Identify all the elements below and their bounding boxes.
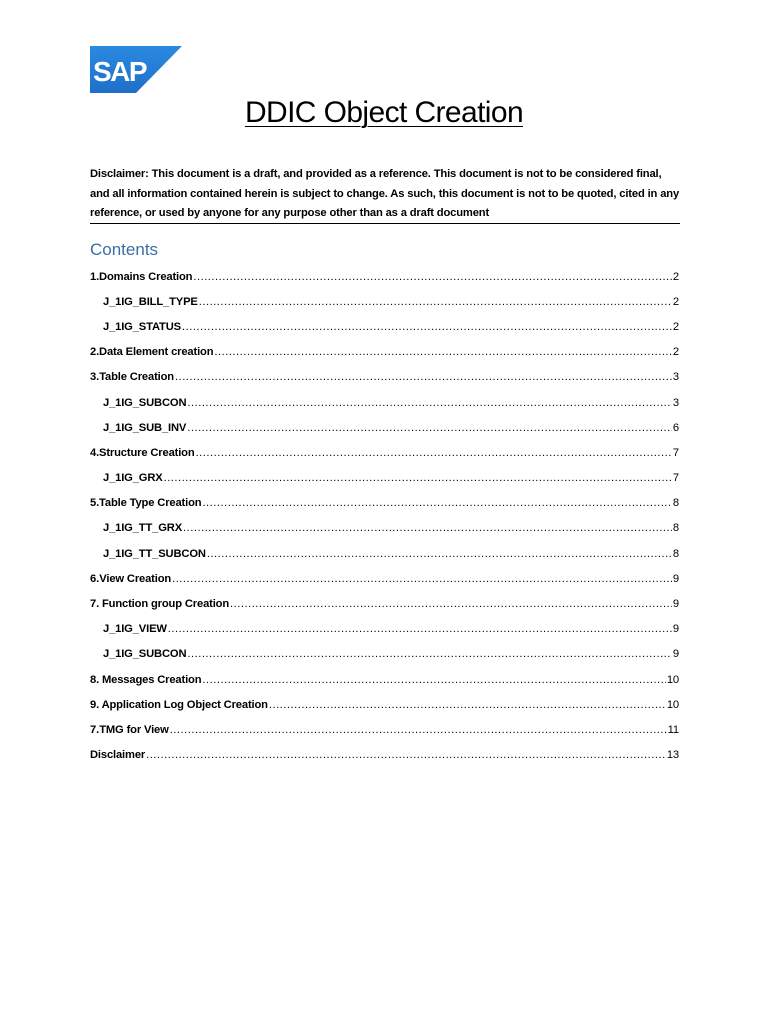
toc-entry[interactable] [90, 566, 679, 591]
toc-dot-leader [214, 346, 672, 358]
toc-entry-page: 2 [672, 270, 679, 283]
toc-entry-title: J_1IG_VIEW [103, 623, 167, 636]
toc-entry-number: 4. [90, 446, 100, 459]
toc-dot-leader [199, 296, 672, 308]
toc-entry-page: 9 [672, 598, 679, 611]
toc-entry-number: 5. [90, 497, 100, 510]
toc-dot-leader [175, 371, 672, 383]
toc-dot-leader [193, 271, 672, 283]
toc-entry[interactable] [90, 617, 679, 642]
toc-entry-page: 9 [672, 623, 679, 636]
toc-entry[interactable] [90, 415, 679, 440]
divider [90, 223, 680, 224]
toc-entry-page: 8 [672, 497, 679, 510]
toc-entry-title: 8. Messages Creation [90, 673, 202, 686]
toc-dot-leader [187, 397, 672, 409]
toc-entry-title: J_1IG_TT_GRX [103, 522, 183, 535]
toc-dot-leader [187, 422, 672, 434]
toc-entry-number: 3. [90, 371, 100, 384]
toc-entry[interactable] [90, 314, 679, 339]
toc-entry-page: 8 [672, 547, 679, 560]
contents-heading: Contents [90, 240, 159, 259]
toc-entry[interactable] [90, 743, 679, 768]
toc-entry[interactable] [90, 591, 679, 616]
toc-entry-page: 3 [672, 371, 679, 384]
toc-entry[interactable] [90, 491, 679, 516]
toc-entry[interactable] [90, 440, 679, 465]
toc-entry-page: 11 [667, 723, 679, 736]
toc-entry-title: J_1IG_GRX [103, 472, 163, 485]
toc-entry-number: 7. [90, 723, 100, 736]
toc-entry-number: 6. [90, 572, 100, 585]
toc-dot-leader [202, 674, 665, 686]
toc-entry-page: 9 [672, 648, 679, 661]
toc-entry-title: Disclaimer [90, 749, 146, 762]
toc-entry-title: 7. Function group Creation [90, 598, 230, 611]
toc-entry-page: 10 [666, 673, 679, 686]
sap-logo [90, 46, 182, 93]
toc-dot-leader [207, 548, 672, 560]
toc-entry-page: 8 [672, 522, 679, 535]
toc-entry-title: 9. Application Log Object Creation [90, 698, 268, 711]
toc-entry[interactable] [90, 365, 679, 390]
toc-entry-page: 2 [672, 295, 679, 308]
toc-entry[interactable] [90, 466, 679, 491]
toc-entry-page: 10 [666, 698, 679, 711]
toc-entry-title: Table Type Creation [99, 497, 202, 510]
toc-dot-leader [172, 573, 672, 585]
toc-entry[interactable] [90, 516, 679, 541]
toc-dot-leader [170, 724, 667, 736]
toc-entry-page: 6 [672, 421, 679, 434]
toc-entry-page: 2 [672, 346, 679, 359]
toc-entry-title: Table Creation [99, 371, 174, 384]
toc-entry-title: J_1IG_SUBCON [103, 648, 187, 661]
toc-entry[interactable] [90, 264, 679, 289]
toc-entry[interactable] [90, 541, 679, 566]
toc-entry[interactable] [90, 717, 679, 742]
toc-entry[interactable] [90, 340, 679, 365]
toc-dot-leader [230, 598, 672, 610]
toc-entry[interactable] [90, 390, 679, 415]
toc-entry-page: 2 [672, 320, 679, 333]
toc-entry-title: Data Element creation [99, 346, 214, 359]
toc-entry-number: 1. [90, 270, 100, 283]
toc-entry-title: TMG for View [99, 723, 169, 736]
toc-entry-title: Structure Creation [99, 446, 195, 459]
toc-entry-title: J_1IG_STATUS [103, 320, 181, 333]
toc-entry-title: J_1IG_BILL_TYPE [103, 295, 198, 308]
toc-dot-leader [269, 699, 666, 711]
toc-dot-leader [187, 648, 672, 660]
toc-entry-page: 3 [672, 396, 679, 409]
disclaimer-text: Disclaimer: This document is a draft, and provided as a reference. This document is not to be considered final, and all information contained herein is subject to change. As such, this document is not to be quoted, cited in any reference, or used by anyone for any purpose other than as a draft document [90, 168, 680, 219]
toc-dot-leader [168, 623, 672, 635]
toc-entry-title: Domains Creation [99, 270, 193, 283]
document-title: DDIC Object Creation [244, 96, 524, 129]
toc-dot-leader [183, 522, 672, 534]
toc-entry-number: 2. [90, 346, 100, 359]
toc-entry[interactable] [90, 667, 679, 692]
toc-entry[interactable] [90, 289, 679, 314]
toc-entry-page: 7 [672, 446, 679, 459]
toc-dot-leader [146, 749, 666, 761]
toc-dot-leader [196, 447, 672, 459]
toc-entry-title: J_1IG_TT_SUBCON [103, 547, 206, 560]
toc-entry-page: 9 [672, 572, 679, 585]
toc-entry[interactable] [90, 642, 679, 667]
toc-dot-leader [164, 472, 672, 484]
toc-entry-page: 7 [672, 472, 679, 485]
toc-entry-title: J_1IG_SUBCON [103, 396, 187, 409]
toc-entry[interactable] [90, 692, 679, 717]
toc-dot-leader [202, 497, 671, 509]
toc-entry-page: 13 [666, 749, 679, 762]
toc-entry-title: View Creation [99, 572, 172, 585]
table-of-contents [90, 264, 679, 768]
toc-dot-leader [182, 321, 672, 333]
sap-logo-text: SAP [93, 56, 147, 87]
svg-text:®: ® [148, 87, 153, 93]
toc-entry-title: J_1IG_SUB_INV [103, 421, 187, 434]
